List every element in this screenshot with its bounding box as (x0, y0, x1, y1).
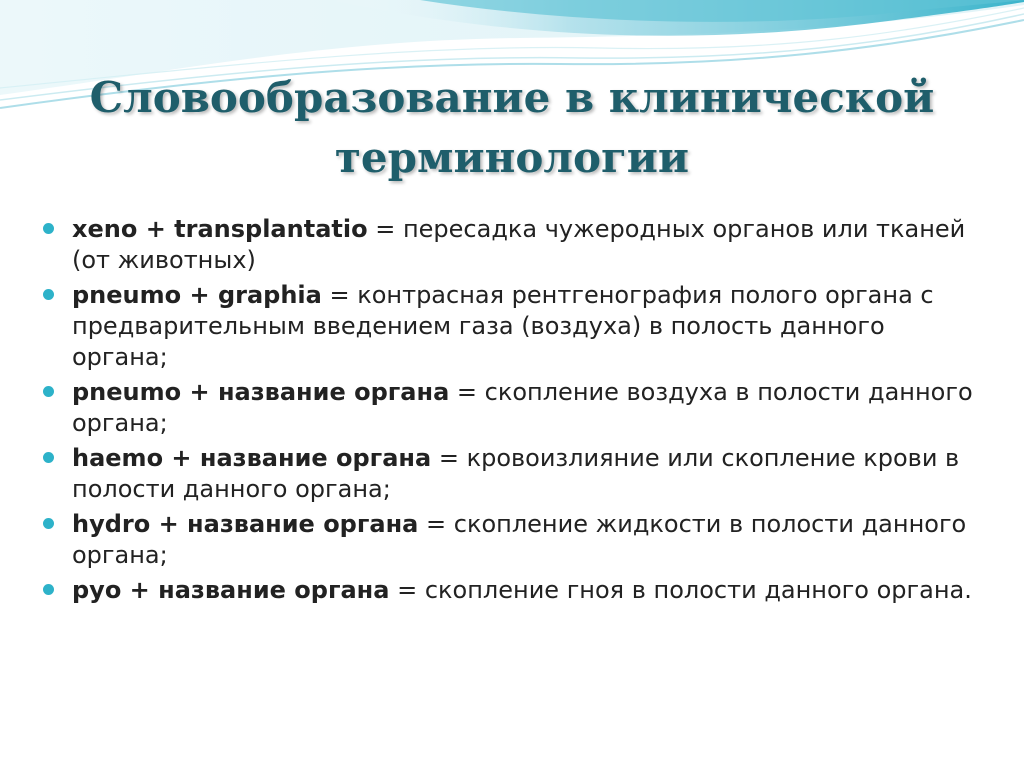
definition: = пересадка чужеродных органов или тканей (от животных) (72, 215, 966, 274)
bullet-dot-icon (43, 452, 54, 463)
title-line-1: Словообразование в клинической (89, 73, 935, 122)
title-line-2: терминологии (334, 133, 690, 182)
definition: = контрасная рентгенография полого органа с предварительным введением газа (воздуха) в полость данного органа; (72, 281, 934, 371)
bullet-dot-icon (43, 584, 54, 595)
bullet-item-pneumo-organ (40, 377, 980, 439)
page-title (0, 68, 1024, 188)
bullet-dot-icon (43, 289, 54, 300)
bullet-item-pneumo-graphia (40, 280, 980, 373)
definition: = кровоизлияние или скопление крови в полости данного органа; (72, 444, 960, 503)
bullet-dot-icon (43, 518, 54, 529)
bullet-dot-icon (43, 223, 54, 234)
bullet-dot-icon (43, 386, 54, 397)
bullet-item-xeno (40, 214, 980, 276)
bullet-item-pyo (40, 575, 980, 606)
definition: = скопление жидкости в полости данного органа; (72, 510, 967, 569)
term: haemo + название органа (72, 444, 432, 472)
term: hydro + название органа (72, 510, 419, 538)
bullet-item-haemo (40, 443, 980, 505)
term: pyo + название органа (72, 576, 390, 604)
bullet-item-hydro (40, 509, 980, 571)
term: pneumo + graphia (72, 281, 322, 309)
bullet-list (40, 214, 980, 610)
term: xeno + transplantatio (72, 215, 368, 243)
term: pneumo + название органа (72, 378, 450, 406)
definition: = скопление воздуха в полости данного органа; (72, 378, 973, 437)
definition: = скопление гноя в полости данного органа. (397, 576, 972, 604)
